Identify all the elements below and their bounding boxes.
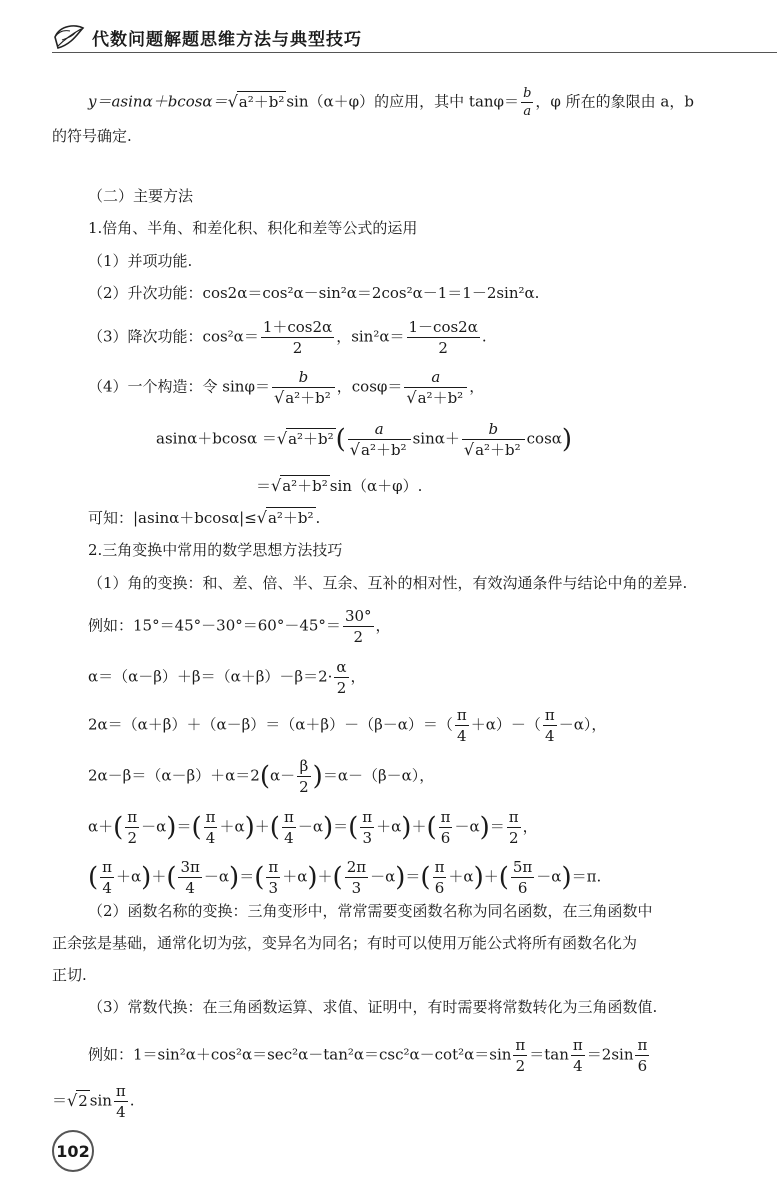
s2-example-4: 2α－β＝（α－β）＋α＝2(α－ $\frac{\beta}{2}$ )＝α－（β－α）， [88,757,435,796]
section-title: （二）主要方法 [88,187,194,205]
s2-paragraph-2-line-1: （2）函数名称的变换：三角变形中，常常需要变函数名称为同名函数，在三角函数中 [88,902,653,920]
s1-item-2: （2）升次功能：cos2α＝cos²α－sin²α＝2cos²α－1＝1－2sin²α. [88,284,540,302]
s2-paragraph-2-line-3: 正切. [52,966,87,984]
s1-item-3: （3）降次功能：cos²α＝ $\frac{1+\cos 2\alpha}{2}$ ，sin²α＝ $\frac{1-\cos 2\alpha}{2}$ . [88,318,487,357]
s2-paragraph-1: （1）角的变换：和、差、倍、半、互余、互补的相对性，有效沟通条件与结论中角的差异. [88,574,688,592]
s1-conclusion: 可知：|asinα＋bcosα|≤√a²＋b² . [88,508,321,527]
s2-example-1: 例如：15°＝45°－30°＝60°－45°＝ $\frac{30^\circ}{2}$ ， [88,607,391,646]
s2-example-2: α＝（α－β）＋β＝（α＋β）－β＝2· $\frac{\alpha}{2}$ ， [88,658,366,697]
book-title: 代数问题解题思维方法与典型技巧 [92,29,362,50]
intro-line-1: y＝asinα＋bcosα＝√a²＋b² sin（α＋φ）的应用，其中 tanφ＝ $\frac{b}{a}$ ，φ 所在的象限由 a，b [88,86,694,119]
s1-item-1: （1）并项功能. [88,252,193,270]
running-header [52,22,362,52]
s2-example-7: 例如：1＝sin²α＋cos²α＝sec²α－tan²α＝csc²α－cot²α＝sin $\frac{\pi}{2}$ ＝tan $\frac{\pi}{4}$ ＝2sin $\frac{\pi}{6}$ [88,1036,648,1075]
s2-example-5: α＋( $\frac{\pi}{2}$ －α)＝( $\frac{\pi}{4}$ ＋α)＋( $\frac{\pi}{4}$ －α)＝( $\frac{\pi}{3}$ ＋α)＋( $\frac{\pi}{6}$ －α)＝ $\frac{\pi}{2}$ ， [88,808,538,847]
s1-title: 1.倍角、半角、和差化积、积化和差等公式的运用 [88,219,418,237]
intro-line-2: 的符号确定. [52,127,132,145]
s1-equation-2: ＝√a²＋b² sin（α＋φ）. [256,476,423,495]
s1-equation-1: asinα＋bcosα ＝√a²＋b²( $\frac{a}{\text{√a²＋b²}}$ sinα＋ $\frac{b}{\text{√a²＋b²}}$ cosα) [156,420,573,459]
header-rule [52,52,777,53]
s2-paragraph-2-line-2: 正余弦是基础，通常化切为弦，变异名为同名；有时可以使用万能公式将所有函数名化为 [52,934,638,952]
s2-example-3: 2α＝（α＋β）＋（α－β）＝（α＋β）－（β－α）＝（ $\frac{\pi}{4}$ ＋α）－（ $\frac{\pi}{4}$ －α）， [88,706,607,745]
page-number: 102 [52,1130,94,1172]
s1-item-4: （4）一个构造：令 sinφ＝ $\frac{b}{\text{√a²＋b²}}$ ，cosφ＝ $\frac{a}{\text{√a²＋b²}}$ ， [88,368,485,407]
s2-example-8: ＝√2 sin $\frac{\pi}{4}$ . [52,1082,135,1121]
s2-example-6: ( $\frac{\pi}{4}$ ＋α)＋( $\frac{3\pi}{4}$ －α)＝( $\frac{\pi}{3}$ ＋α)＋( $\frac{2\pi}{3}$ －α)＝( $\frac{\pi}{6}$ ＋α)＋( $\frac{5\pi}{6}$ －α)＝π. [88,858,602,897]
leaf-logo-icon [52,22,86,52]
s2-title: 2.三角变换中常用的数学思想方法技巧 [88,541,343,559]
s2-paragraph-3: （3）常数代换：在三角函数运算、求值、证明中，有时需要将常数转化为三角函数值. [88,998,658,1016]
